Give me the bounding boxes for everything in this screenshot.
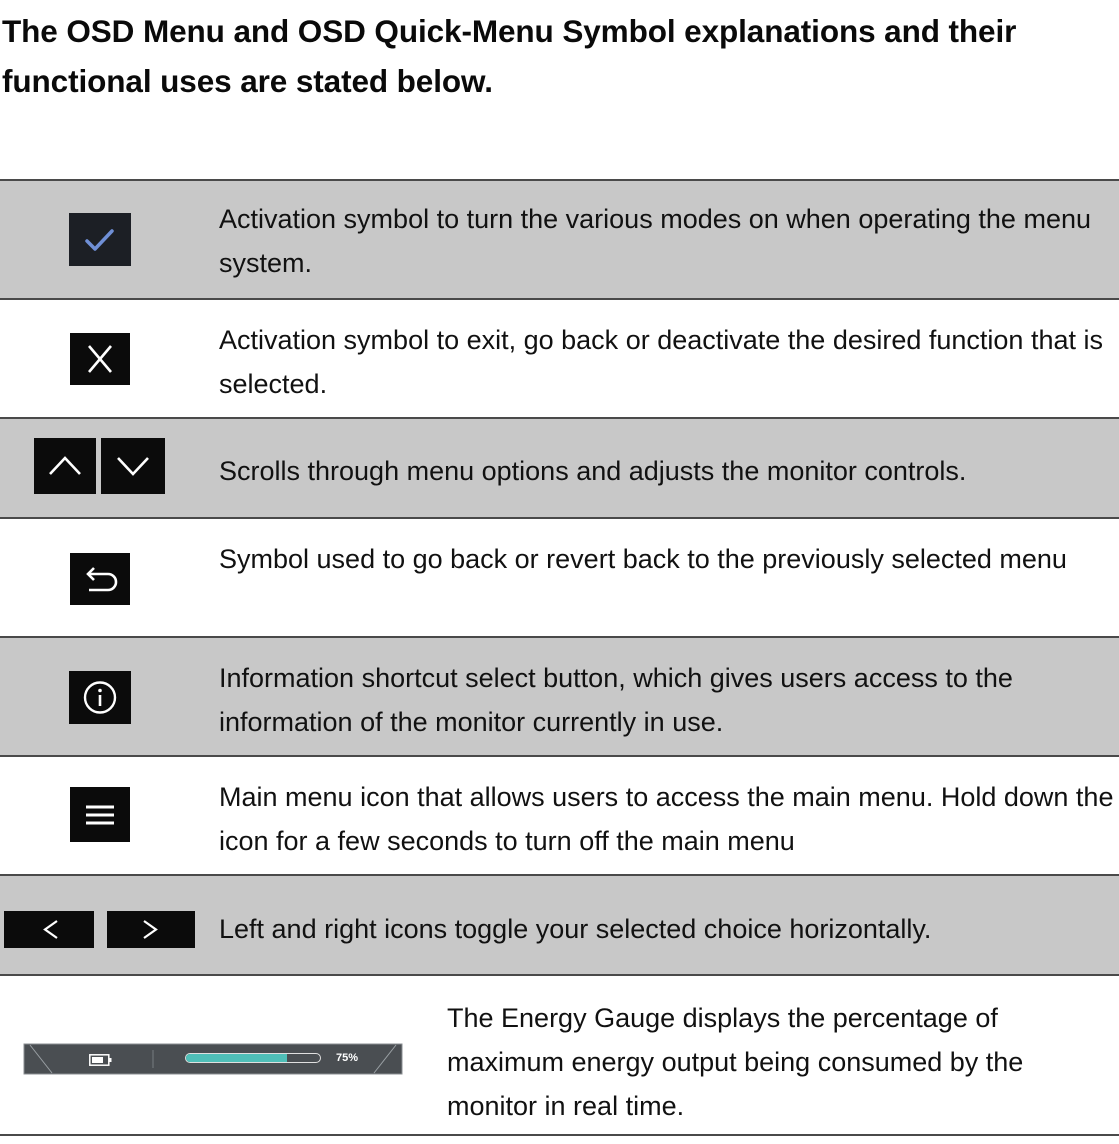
table-row-menu xyxy=(0,757,1119,874)
battery-icon xyxy=(89,1053,111,1065)
row-description: Activation symbol to exit, go back or deactivate the desired function that is selected. xyxy=(219,325,1103,399)
table-row-energy-gauge xyxy=(0,976,1119,1134)
energy-gauge-track xyxy=(185,1053,321,1063)
row-description: Main menu icon that allows users to access the main menu. Hold down the icon for a few seconds to turn off the main menu xyxy=(219,782,1114,856)
row-description: Activation symbol to turn the various modes on when operating the menu system. xyxy=(219,204,1091,278)
page-title: The OSD Menu and OSD Quick-Menu Symbol explanations and their functional uses are stated below. xyxy=(2,13,1017,99)
energy-gauge-bar xyxy=(22,1042,404,1076)
left-arrow-icon xyxy=(4,911,94,948)
energy-gauge-fill xyxy=(186,1054,287,1062)
check-icon xyxy=(69,213,131,266)
table-row-up-down xyxy=(0,419,1119,517)
row-description: Left and right icons toggle your selected choice horizontally. xyxy=(219,914,932,944)
table-row-left-right xyxy=(0,876,1119,974)
row-description: Symbol used to go back or revert back to the previously selected menu xyxy=(219,544,1067,574)
table-bottom-rule xyxy=(0,1134,1119,1136)
table-row-return xyxy=(0,519,1119,636)
info-icon xyxy=(69,671,131,724)
table-row-check xyxy=(0,181,1119,298)
up-arrow-icon xyxy=(34,438,96,494)
row-description: Information shortcut select button, which gives users access to the information of the monitor currently in use. xyxy=(219,663,1013,737)
table-row-close xyxy=(0,300,1119,417)
return-icon xyxy=(70,553,130,605)
row-description: Scrolls through menu options and adjusts the monitor controls. xyxy=(219,456,967,486)
energy-gauge-description: The Energy Gauge displays the percentage of maximum energy output being consumed by the monitor in real time. xyxy=(447,1003,1024,1121)
menu-icon xyxy=(70,787,130,842)
right-arrow-icon xyxy=(107,911,195,948)
energy-gauge-percent: 75% xyxy=(336,1052,359,1064)
down-arrow-icon xyxy=(101,438,165,494)
table-row-info xyxy=(0,638,1119,755)
close-icon xyxy=(70,333,130,385)
